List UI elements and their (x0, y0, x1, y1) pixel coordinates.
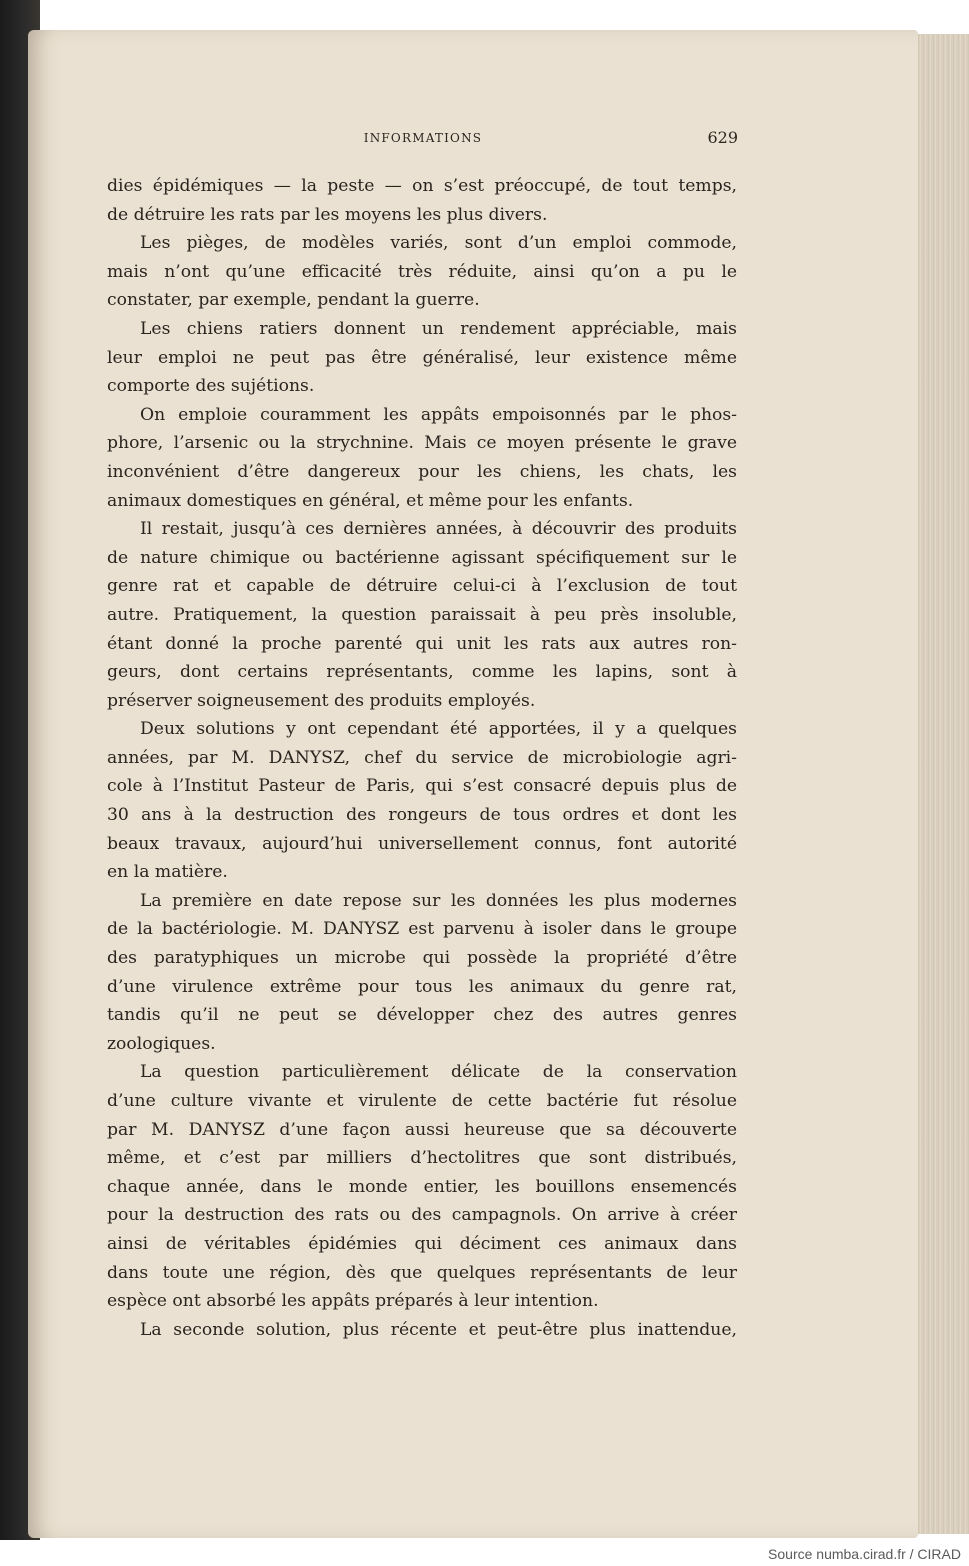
text-line: animaux domestiques en général, et même pour les enfants. (107, 490, 634, 511)
text-line: leur emploi ne peut pas être généralisé, leur existence même (107, 347, 737, 368)
text-line: La seconde solution, plus récente et peut-être plus inattendue, (140, 1319, 737, 1340)
text-line: des paratyphiques un microbe qui possède la propriété d’être (107, 948, 737, 969)
page-number: 629 (707, 128, 738, 147)
source-credit: Source numba.cirad.fr / CIRAD (768, 1546, 961, 1562)
text-line: dies épidémiques — la peste — on s’est préoccupé, de tout temps, (107, 176, 737, 196)
text-line: de détruire les rats par les moyens les plus divers. (107, 204, 548, 225)
text-line: d’une culture vivante et virulente de cette bactérie fut résolue (107, 1091, 737, 1111)
text-line: Les chiens ratiers donnent un rendement appréciable, mais (140, 318, 737, 339)
text-line: ainsi de véritables épidémies qui déciment ces animaux dans (107, 1233, 737, 1254)
text-line: Deux solutions y ont cependant été apportées, il y a quelques (140, 719, 737, 740)
text-line: mais n’ont qu’une efficacité très réduite, ainsi qu’on a pu le (107, 261, 737, 282)
text-line: comporte des sujétions. (107, 376, 315, 397)
text-line: inconvénient d’être dangereux pour les chiens, les chats, les (107, 461, 737, 482)
text-line: dans toute une région, dès que quelques représentants de leur (107, 1262, 737, 1283)
page-edges (912, 34, 969, 1534)
text-line: phore, l’arsenic ou la strychnine. Mais ce moyen présente le grave (107, 433, 737, 454)
running-head: INFORMATIONS (363, 131, 483, 145)
text-line: de la bactériologie. M. DANYSZ est parvenu à isoler dans le groupe (107, 919, 737, 940)
text-line: tandis qu’il ne peut se développer chez des autres genres (107, 1005, 737, 1026)
text-line: On emploie couramment les appâts empoisonnés par le phos- (140, 404, 737, 425)
text-line: préserver soigneusement des produits employés. (107, 690, 536, 711)
text-line: chaque année, dans le monde entier, les bouillons ensemencés (107, 1176, 737, 1197)
text-line: constater, par exemple, pendant la guerre. (107, 290, 480, 311)
text-line: d’une virulence extrême pour tous les animaux du genre rat, (107, 976, 737, 997)
text-line: genre rat et capable de détruire celui-ci à l’exclusion de tout (107, 576, 737, 597)
text-line: cole à l’Institut Pasteur de Paris, qui s’est consacré depuis plus de (107, 776, 737, 797)
text-line: Il restait, jusqu’à ces dernières années, à découvrir des produits (140, 519, 737, 540)
text-line: geurs, dont certains représentants, comme les lapins, sont à (107, 662, 737, 683)
text-line: étant donné la proche parenté qui unit les rats aux autres ron- (107, 633, 737, 654)
text-line: La première en date repose sur les données les plus modernes (140, 890, 737, 911)
text-line: beaux travaux, aujourd’hui universellement connus, font autorité (107, 833, 737, 854)
text-line: La question particulièrement délicate de la conservation (140, 1062, 737, 1083)
text-line: années, par M. DANYSZ, chef du service de microbiologie agri- (107, 747, 737, 768)
text-line: même, et c’est par milliers d’hectolitres que sont distribués, (107, 1148, 737, 1169)
text-line: zoologiques. (107, 1033, 216, 1054)
text-line: de nature chimique ou bactérienne agissant spécifiquement sur le (107, 547, 737, 568)
text-line: pour la destruction des rats ou des campagnols. On arrive à créer (107, 1205, 737, 1226)
text-line: espèce ont absorbé les appâts préparés à leur intention. (107, 1291, 599, 1312)
body-text (107, 172, 737, 1344)
text-line: autre. Pratiquement, la question paraissait à peu près insoluble, (107, 604, 737, 625)
text-line: par M. DANYSZ d’une façon aussi heureuse que sa découverte (107, 1119, 737, 1140)
text-line: en la matière. (107, 862, 228, 883)
page-header (108, 128, 738, 150)
text-line: Les pièges, de modèles variés, sont d’un emploi commode, (140, 233, 737, 254)
text-line: 30 ans à la destruction des rongeurs de tous ordres et dont les (107, 805, 737, 826)
